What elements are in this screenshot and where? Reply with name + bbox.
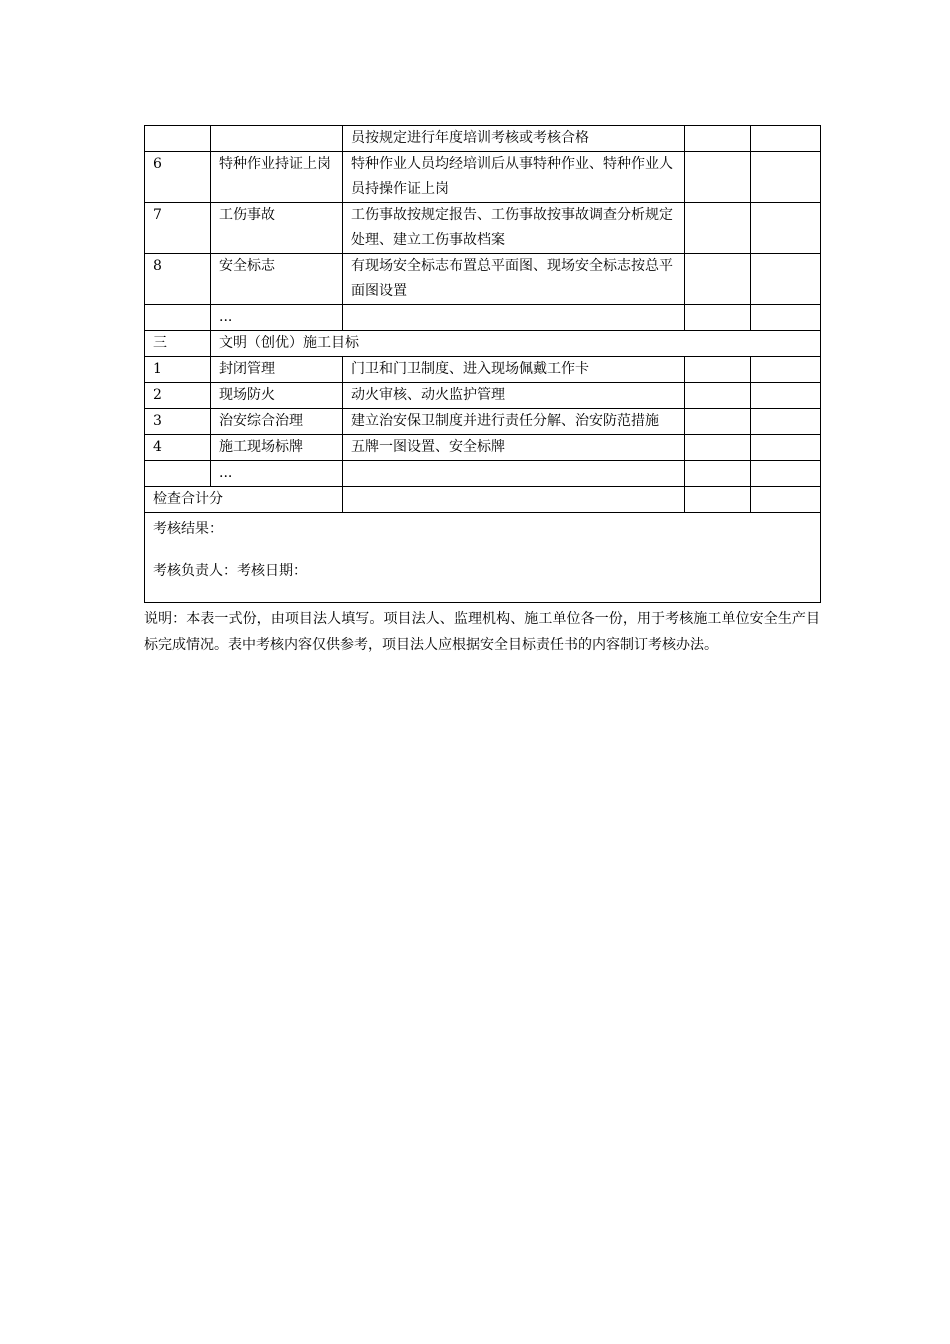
- row-item: ...: [211, 305, 343, 331]
- remark-cell: [751, 357, 821, 383]
- table-row: [145, 409, 821, 435]
- remark-cell: [751, 203, 821, 254]
- signoff-label: 考核负责人：考核日期：: [153, 563, 307, 579]
- row-content: 五牌一图设置、安全标牌: [343, 435, 685, 461]
- row-content: [343, 461, 685, 487]
- result-cell: [145, 513, 821, 603]
- table-row: [145, 305, 821, 331]
- total-content-cell: [343, 487, 685, 513]
- row-number: 8: [145, 254, 211, 305]
- score-cell: [685, 461, 751, 487]
- blank-space: [153, 542, 812, 559]
- row-content: 特种作业人员均经培训后从事特种作业、特种作业人员持操作证上岗: [343, 152, 685, 203]
- table-row: [145, 203, 821, 254]
- remark-cell: [751, 383, 821, 409]
- row-content: 建立治安保卫制度并进行责任分解、治安防范措施: [343, 409, 685, 435]
- total-row: [145, 487, 821, 513]
- section-title: 文明（创优）施工目标: [211, 331, 821, 357]
- score-cell: [685, 435, 751, 461]
- score-cell: [685, 203, 751, 254]
- score-cell: [685, 254, 751, 305]
- row-number: [145, 305, 211, 331]
- remark-cell: [751, 435, 821, 461]
- result-label: 考核结果：: [153, 521, 223, 537]
- row-item: [211, 126, 343, 152]
- row-number: 3: [145, 409, 211, 435]
- total-remark-cell: [751, 487, 821, 513]
- result-row: [145, 513, 821, 603]
- remark-cell: [751, 126, 821, 152]
- row-number: [145, 461, 211, 487]
- row-number: 6: [145, 152, 211, 203]
- row-item: 治安综合治理: [211, 409, 343, 435]
- row-content: 门卫和门卫制度、进入现场佩戴工作卡: [343, 357, 685, 383]
- score-cell: [685, 409, 751, 435]
- document-page: [144, 125, 820, 658]
- score-cell: [685, 152, 751, 203]
- score-cell: [685, 357, 751, 383]
- remark-cell: [751, 305, 821, 331]
- section-row: [145, 331, 821, 357]
- row-item: 工伤事故: [211, 203, 343, 254]
- row-item: 特种作业持证上岗: [211, 152, 343, 203]
- score-cell: [685, 126, 751, 152]
- row-item: ...: [211, 461, 343, 487]
- total-label: 检查合计分: [145, 487, 343, 513]
- table-row: [145, 152, 821, 203]
- remark-cell: [751, 254, 821, 305]
- row-number: 2: [145, 383, 211, 409]
- remark-cell: [751, 152, 821, 203]
- row-number: 4: [145, 435, 211, 461]
- row-number: 7: [145, 203, 211, 254]
- row-number: 1: [145, 357, 211, 383]
- score-cell: [685, 383, 751, 409]
- remark-cell: [751, 461, 821, 487]
- row-content: 有现场安全标志布置总平面图、现场安全标志按总平面图设置: [343, 254, 685, 305]
- explanatory-note: 说明：本表一式份，由项目法人填写。项目法人、监理机构、施工单位各一份，用于考核施工单位安全生产目标完成情况。表中考核内容仅供参考，项目法人应根据安全目标责任书的内容制订考核办法。: [144, 611, 820, 653]
- section-number: 三: [145, 331, 211, 357]
- assessment-table: [144, 125, 821, 603]
- remark-cell: [751, 409, 821, 435]
- total-score-cell: [685, 487, 751, 513]
- table-row: [145, 383, 821, 409]
- row-item: 封闭管理: [211, 357, 343, 383]
- row-item: 安全标志: [211, 254, 343, 305]
- table-row: [145, 254, 821, 305]
- row-item: 施工现场标牌: [211, 435, 343, 461]
- table-row: [145, 357, 821, 383]
- row-content: 动火审核、动火监护管理: [343, 383, 685, 409]
- row-number: [145, 126, 211, 152]
- score-cell: [685, 305, 751, 331]
- row-content: 工伤事故按规定报告、工伤事故按事故调查分析规定处理、建立工伤事故档案: [343, 203, 685, 254]
- row-content: 员按规定进行年度培训考核或考核合格: [343, 126, 685, 152]
- row-content: [343, 305, 685, 331]
- table-row: [145, 461, 821, 487]
- row-item: 现场防火: [211, 383, 343, 409]
- table-row: [145, 435, 821, 461]
- table-row: [145, 126, 821, 152]
